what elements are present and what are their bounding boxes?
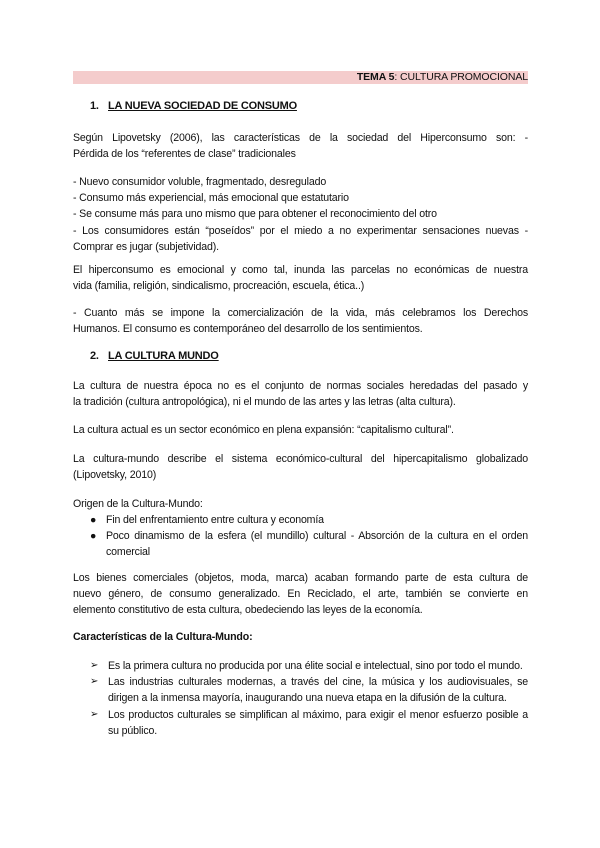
origin-list [90,512,528,561]
text-line: Pérdida de los “referentes de clase” tradicionales [73,148,296,161]
text-line: La cultura actual es un sector económico en plena expansión: “capitalismo cultural”. [73,424,454,436]
text-line: Según Lipovetsky (2006), las características de la sociedad del Hiperconsumo son: - [73,132,528,144]
culture-era-paragraph [73,378,528,410]
text-line: Humanos. El consumo es contemporáneo del desarrollo de los sentimientos. [73,323,423,336]
list-item [90,674,528,706]
topic-title: : CULTURA PROMOCIONAL [394,71,528,83]
list-item: - Se consume más para uno mismo que para obtener el reconocimiento del otro [73,208,437,221]
text-line: El hiperconsumo es emocional y como tal, inunda las parcelas no económicas de nuestra [73,264,528,276]
arrow-bullet-icon: ➢ [90,660,99,671]
text-line: - Cuanto más se impone la comercialización de la vida, más celebramos los Derechos [73,307,528,319]
topic-label: TEMA 5 [356,71,395,83]
characteristics-heading [73,629,528,645]
hyperconsumption-paragraph [73,262,528,294]
bullet-icon: ● [90,530,97,543]
list-item-text: Las industrias culturales modernas, a través del cine, la música y los audiovisuales, se dirigen a la inmensa mayoría, inaugurando una nueva etapa en la difusión de la cultura. [108,676,528,705]
text-line: Los bienes comerciales (objetos, moda, marca) acaban formando parte de esta cultura de [73,572,528,584]
arrow-bullet-icon: ➢ [90,708,99,720]
list-item-text: Poco dinamismo de la esfera (el mundillo) cultural - Absorción de la cultura en el orden comercial [106,530,528,559]
list-item [90,658,528,674]
section-heading-1 [90,100,297,112]
list-item: - Los consumidores están “poseídos” por el miedo a no experimentar sensaciones nuevas - [73,224,528,237]
text-line: La cultura-mundo describe el sistema económico-cultural del hipercapitalismo globalizado [73,453,528,465]
section-title: LA NUEVA SOCIEDAD DE CONSUMO [108,100,297,112]
section-heading-2 [90,350,219,362]
list-item [90,528,528,560]
commercialization-paragraph [73,305,528,337]
arrow-bullet-icon: ➢ [90,676,99,688]
text-line: Características de la Cultura-Mundo: [73,631,253,643]
text-line: elemento constitutivo de esta cultura, obedeciendo las leyes de la economía. [73,604,423,617]
list-item: Comprar es jugar (subjetividad). [73,240,219,253]
section-number: 2. [90,350,99,362]
list-item: - Consumo más experiencial, más emocional que estatutario [73,192,349,205]
text-line: la tradición (cultura antropológica), ni el mundo de las artes y las letras (alta cultura). [73,396,456,409]
list-item [90,512,528,528]
bullet-icon: ● [90,514,97,526]
text-line: (Lipovetsky, 2010) [73,469,157,482]
list-item-text: Fin del enfrentamiento entre cultura y economía [106,514,324,526]
intro-paragraph [73,130,528,162]
consumer-traits-list [73,174,528,255]
list-item-text: Los productos culturales se simplifican al máximo, para exigir el menor esfuerzo posible a su público. [108,708,528,737]
origin-heading [73,496,528,512]
topic-header [73,71,528,84]
list-item [90,707,528,739]
culture-actual-paragraph [73,422,528,438]
characteristics-list [90,658,528,739]
section-title: LA CULTURA MUNDO [108,350,219,362]
goods-paragraph [73,570,528,619]
text-line: La cultura de nuestra época no es el conjunto de normas sociales heredadas del pasado y [73,380,528,392]
culture-mundo-paragraph [73,451,528,483]
text-line: vida (familia, religión, sindicalismo, procreación, escuela, ética..) [73,280,365,293]
section-number: 1. [90,100,99,112]
text-line: Origen de la Cultura-Mundo: [73,498,203,510]
text-line: nuevo género, de consumo generalizado. En Reciclado, el arte, también se convierte en [73,588,528,601]
list-item: - Nuevo consumidor voluble, fragmentado, desregulado [73,176,327,188]
list-item-text: Es la primera cultura no producida por una élite social e intelectual, sino por todo el mundo. [108,660,523,672]
